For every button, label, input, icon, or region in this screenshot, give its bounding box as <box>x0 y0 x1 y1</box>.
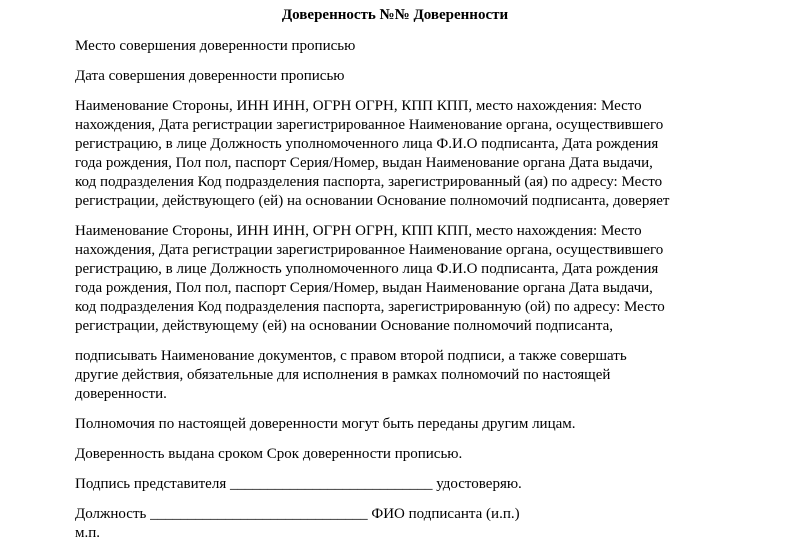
delegation-line: Полномочия по настоящей доверенности могут быть переданы другим лицам. <box>75 416 576 432</box>
representative-line: регистрацию, в лице Должность уполномоченного лица Ф.И.О подписанта, Дата рождения <box>75 261 659 277</box>
representative-line: регистрации, действующему (ей) на основании Основание полномочий подписанта, <box>75 318 614 334</box>
representative-paragraph <box>75 222 715 336</box>
term-line: Доверенность выдана сроком Срок доверенности прописью. <box>75 446 463 462</box>
document-title: Доверенность №№ Доверенности <box>281 7 509 23</box>
principal-paragraph <box>75 97 715 211</box>
principal-line: года рождения, Пол пол, паспорт Серия/Номер, выдан Наименование органа Дата выдачи, <box>75 155 653 171</box>
principal-line: регистрации, действующего (ей) на основании Основание полномочий подписанта, доверяет <box>75 193 670 209</box>
representative-line: код подразделения Код подразделения паспорта, зарегистрированную (ой) по адресу: Место <box>75 299 665 315</box>
principal-line: регистрацию, в лице Должность уполномоченного лица Ф.И.О подписанта, Дата рождения <box>75 136 659 152</box>
representative-line: нахождения, Дата регистрации зарегистрированное Наименование органа, осуществившего <box>75 242 664 258</box>
powers-line: подписывать Наименование документов, с правом второй подписи, а также совершать <box>75 348 627 364</box>
powers-line: доверенности. <box>75 386 167 402</box>
representative-line: Наименование Стороны, ИНН ИНН, ОГРН ОГРН, КПП КПП, место нахождения: Место <box>75 223 642 239</box>
signature-line: Подпись представителя ___________________________ удостоверяю. <box>75 476 522 492</box>
date-line: Дата совершения доверенности прописью <box>75 68 345 84</box>
position-line: Должность _____________________________ ФИО подписанта (и.п.) <box>75 506 520 522</box>
powers-line: другие действия, обязательные для исполнения в рамках полномочий по настоящей <box>75 367 611 383</box>
powers-paragraph <box>75 347 715 404</box>
power-of-attorney-document <box>75 6 715 543</box>
representative-line: года рождения, Пол пол, паспорт Серия/Номер, выдан Наименование органа Дата выдачи, <box>75 280 653 296</box>
principal-line: Наименование Стороны, ИНН ИНН, ОГРН ОГРН, КПП КПП, место нахождения: Место <box>75 98 642 114</box>
place-line: Место совершения доверенности прописью <box>75 38 356 54</box>
principal-line: код подразделения Код подразделения паспорта, зарегистрированный (ая) по адресу: Место <box>75 174 663 190</box>
stamp-line: м.п. <box>75 525 101 541</box>
principal-line: нахождения, Дата регистрации зарегистрированное Наименование органа, осуществившего <box>75 117 664 133</box>
